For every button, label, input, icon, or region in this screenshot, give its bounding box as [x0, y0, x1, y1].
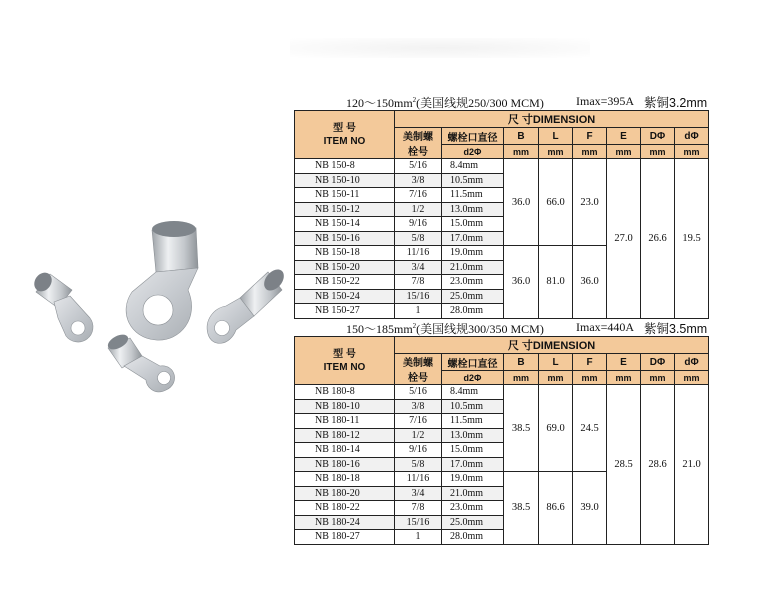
bolt-dia: 28.0mm	[442, 304, 504, 319]
value-F: 24.5	[573, 385, 607, 472]
unit-mm: mm	[607, 371, 641, 385]
terminal-small	[105, 332, 174, 392]
unit-mm: mm	[641, 371, 675, 385]
bolt-dia: 8.4mm	[442, 159, 504, 174]
item-no: NB 150-24	[295, 289, 395, 304]
bolt-dia: 25.0mm	[442, 289, 504, 304]
value-B: 38.5	[504, 472, 539, 545]
bolt-dia: 17.0mm	[442, 457, 504, 472]
item-no: NB 150-22	[295, 275, 395, 290]
table-row	[295, 385, 709, 400]
col-L: L	[539, 128, 573, 145]
bolt-size: 3/8	[395, 399, 442, 414]
value-d: 21.0	[675, 385, 709, 545]
imax-label: Imax=395A	[576, 94, 635, 108]
dimension-header: 尺 寸DIMENSION	[395, 111, 709, 128]
bolt-dia: 11.5mm	[442, 188, 504, 203]
value-L: 81.0	[539, 246, 573, 319]
bolt-size: 5/16	[395, 385, 442, 400]
col-d2: d2Φ	[442, 371, 504, 385]
value-L: 66.0	[539, 159, 573, 246]
item-no: NB 150-16	[295, 231, 395, 246]
spec-table-180	[294, 336, 709, 545]
bolt-size: 3/8	[395, 173, 442, 188]
col-E: E	[607, 354, 641, 371]
col-D: DΦ	[641, 128, 675, 145]
unit-mm: mm	[504, 145, 539, 159]
bolt-size: 9/16	[395, 443, 442, 458]
value-F: 39.0	[573, 472, 607, 545]
item-no: NB 150-18	[295, 246, 395, 261]
section-header	[294, 318, 708, 336]
terminal-left	[31, 269, 93, 342]
section-header	[294, 92, 708, 110]
bolt-size: 11/16	[395, 246, 442, 261]
unit-mm: mm	[539, 371, 573, 385]
item-no: NB 150-14	[295, 217, 395, 232]
dimension-header: 尺 寸DIMENSION	[395, 337, 709, 354]
copper-thickness: 紫铜3.5mm	[644, 322, 708, 336]
col-F: F	[573, 128, 607, 145]
unit-mm: mm	[607, 145, 641, 159]
col-E: E	[607, 128, 641, 145]
col-d: dΦ	[675, 354, 709, 371]
unit-mm: mm	[573, 145, 607, 159]
item-no: NB 150-10	[295, 173, 395, 188]
col-D: DΦ	[641, 354, 675, 371]
bolt-dia: 28.0mm	[442, 530, 504, 545]
bolt-size: 1/2	[395, 428, 442, 443]
col-d: dΦ	[675, 128, 709, 145]
unit-mm: mm	[573, 371, 607, 385]
bolt-dia: 23.0mm	[442, 275, 504, 290]
item-no: NB 180-11	[295, 414, 395, 429]
bolt-size: 7/8	[395, 501, 442, 516]
bolt-size: 5/8	[395, 231, 442, 246]
bolt-dia: 10.5mm	[442, 173, 504, 188]
value-B: 36.0	[504, 159, 539, 246]
item-no: NB 180-18	[295, 472, 395, 487]
item-no: NB 150-12	[295, 202, 395, 217]
bolt-dia: 15.0mm	[442, 443, 504, 458]
bolt-size: 5/8	[395, 457, 442, 472]
spec-table-150	[294, 110, 709, 319]
wire-range: $150\sim 185mm^2$(美国线规300/350 MCM)	[346, 322, 544, 336]
col-L: L	[539, 354, 573, 371]
bolt-dia: 8.4mm	[442, 385, 504, 400]
terminal-right	[207, 266, 288, 344]
value-B: 36.0	[504, 246, 539, 319]
bolt-size: 7/16	[395, 414, 442, 429]
bolt-dia: 15.0mm	[442, 217, 504, 232]
item-no: NB 180-14	[295, 443, 395, 458]
unit-mm: mm	[675, 371, 709, 385]
bolt-size: 11/16	[395, 472, 442, 487]
item-no: NB 150-27	[295, 304, 395, 319]
wire-range: $120\sim 150mm^2$(美国线规250/300 MCM)	[346, 96, 544, 110]
item-no: NB 180-10	[295, 399, 395, 414]
bolt-size: 15/16	[395, 289, 442, 304]
bolt-size: 1	[395, 530, 442, 545]
col-F: F	[573, 354, 607, 371]
spec-section-150	[294, 92, 708, 319]
bolt-dia: 25.0mm	[442, 515, 504, 530]
bolt-size: 15/16	[395, 515, 442, 530]
value-E: 28.5	[607, 385, 641, 545]
unit-mm: mm	[675, 145, 709, 159]
table-row	[295, 159, 709, 174]
value-F: 36.0	[573, 246, 607, 319]
item-no: NB 180-16	[295, 457, 395, 472]
value-F: 23.0	[573, 159, 607, 246]
item-no: NB 180-27	[295, 530, 395, 545]
bolt-dia: 23.0mm	[442, 501, 504, 516]
bolt-dia: 19.0mm	[442, 246, 504, 261]
col-B: B	[504, 354, 539, 371]
item-no: NB 180-20	[295, 486, 395, 501]
item-no: NB 180-24	[295, 515, 395, 530]
item-no-header: 型 号 ITEM NO	[295, 111, 395, 159]
unit-mm: mm	[539, 145, 573, 159]
bolt-size: 5/16	[395, 159, 442, 174]
bolt-dia-header: 螺栓口直径	[442, 354, 504, 371]
bolt-size: 7/8	[395, 275, 442, 290]
item-no: NB 180-22	[295, 501, 395, 516]
value-D: 28.6	[641, 385, 675, 545]
bolt-dia: 19.0mm	[442, 472, 504, 487]
bolt-size: 1	[395, 304, 442, 319]
value-L: 86.6	[539, 472, 573, 545]
bolt-size: 7/16	[395, 188, 442, 203]
item-no: NB 180-12	[295, 428, 395, 443]
unit-mm: mm	[504, 371, 539, 385]
bolt-dia: 17.0mm	[442, 231, 504, 246]
item-no: NB 150-11	[295, 188, 395, 203]
bolt-dia: 13.0mm	[442, 202, 504, 217]
background-smudge	[290, 38, 590, 58]
bolt-size: 1/2	[395, 202, 442, 217]
bolt-dia: 21.0mm	[442, 260, 504, 275]
ring-terminal-photo	[0, 0, 290, 598]
spec-section-180	[294, 318, 708, 545]
value-E: 27.0	[607, 159, 641, 319]
col-d2: d2Φ	[442, 145, 504, 159]
item-no: NB 150-8	[295, 159, 395, 174]
bolt-size: 3/4	[395, 260, 442, 275]
value-D: 26.6	[641, 159, 675, 319]
bolt-dia: 11.5mm	[442, 414, 504, 429]
col-B: B	[504, 128, 539, 145]
bolt-size: 3/4	[395, 486, 442, 501]
bolt-dia: 13.0mm	[442, 428, 504, 443]
value-L: 69.0	[539, 385, 573, 472]
bolt-size: 9/16	[395, 217, 442, 232]
imax-label: Imax=440A	[576, 320, 635, 334]
bolt-header: 美制螺 栓号	[395, 354, 442, 385]
unit-mm: mm	[641, 145, 675, 159]
copper-thickness: 紫铜3.2mm	[644, 96, 708, 110]
bolt-dia: 21.0mm	[442, 486, 504, 501]
bolt-dia-header: 螺栓口直径	[442, 128, 504, 145]
bolt-dia: 10.5mm	[442, 399, 504, 414]
terminal-large	[126, 221, 198, 340]
value-B: 38.5	[504, 385, 539, 472]
item-no: NB 180-8	[295, 385, 395, 400]
value-d: 19.5	[675, 159, 709, 319]
item-no: NB 150-20	[295, 260, 395, 275]
item-no-header: 型 号 ITEM NO	[295, 337, 395, 385]
bolt-header: 美制螺 栓号	[395, 128, 442, 159]
